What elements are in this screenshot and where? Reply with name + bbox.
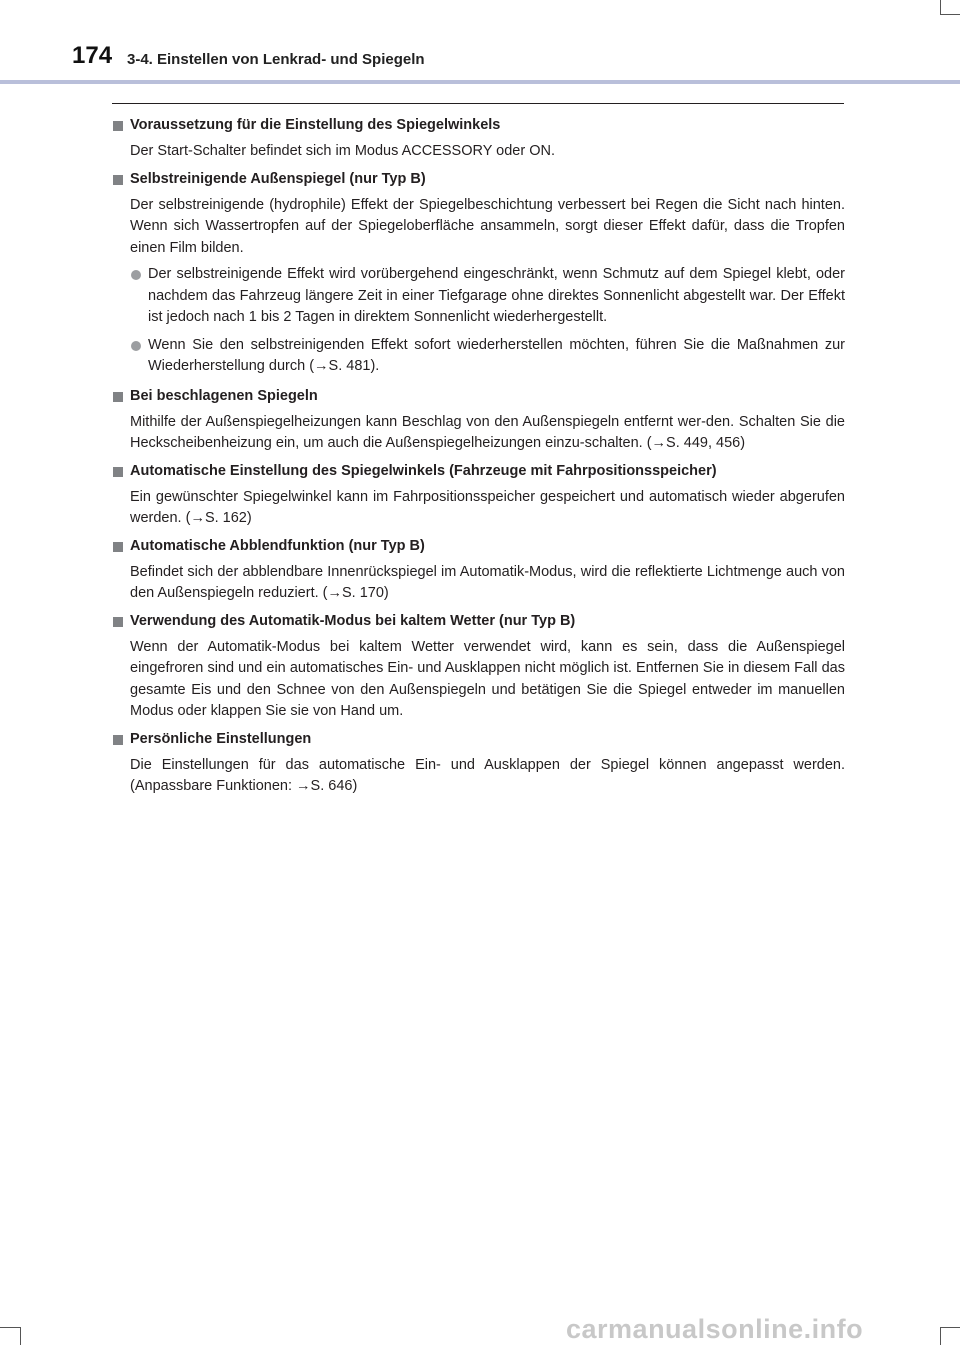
square-bullet-icon (113, 175, 123, 185)
section-body: Mithilfe der Außenspiegelheizungen kann Beschlag von den Außenspiegeln entfernt wer-den. Schalten Sie die Heckscheibenheizung ein, um auch die Außenspiegelheizungen einzu-schalten. (→S. 449, 456) (130, 413, 845, 451)
crop-mark (20, 1327, 21, 1345)
section-voraussetzung (112, 113, 845, 163)
content-divider (112, 103, 844, 104)
square-bullet-icon (113, 121, 123, 131)
crop-mark (940, 1327, 941, 1345)
square-bullet-icon (113, 735, 123, 745)
section-title: Selbstreinigende Außenspiegel (nur Typ B) (112, 167, 845, 192)
crop-mark (940, 1327, 960, 1328)
section-kaltes-wetter (112, 609, 845, 723)
section-body: Der selbstreinigende (hydrophile) Effekt der Spiegelbeschichtung verbessert bei Regen die Sicht nach hinten. Wenn sich Wassertropfen auf der Spiegeloberfläche ansammeln, sorgt dieser Effekt dafür, dass die Tropfen einen Film bilden. (130, 196, 845, 256)
section-title: Bei beschlagenen Spiegeln (112, 384, 845, 409)
round-bullet-icon (131, 270, 141, 280)
crop-mark (0, 1327, 20, 1328)
section-body: Wenn der Automatik-Modus bei kaltem Wetter verwendet wird, kann es sein, dass die Außenspiegel eingefroren sind und ein automatisches Ein- und Ausklappen nicht möglich ist. Entfernen Sie in diesem Fall das gesamte Eis und den Schnee von den Außenspiegeln und betätigen Sie die Spiegel entweder im manuellen Modus oder klappen Sie sie von Hand um. (130, 638, 845, 719)
section-body: Befindet sich der abblendbare Innenrückspiegel im Automatik-Modus, wird die reflektierte Lichtmenge auch von den Außenspiegeln reduziert. (→S. 170) (130, 563, 845, 601)
section-automatische-einstellung (112, 459, 845, 530)
section-title: Voraussetzung für die Einstellung des Spiegelwinkels (112, 113, 845, 138)
section-persoenliche-einstellungen (112, 727, 845, 798)
square-bullet-icon (113, 617, 123, 627)
round-bullet-icon (131, 341, 141, 351)
section-body: Der Start-Schalter befindet sich im Modus ACCESSORY oder ON. (130, 143, 555, 159)
watermark-text: carmanualsonline.info (566, 1314, 864, 1344)
bullet-item: Wenn Sie den selbstreinigenden Effekt sofort wiederherstellen möchten, führen Sie die Maßnahmen zur Wiederherstellung durch (→S. 481). (112, 335, 845, 378)
crop-mark (940, 0, 941, 14)
section-title: Automatische Abblendfunktion (nur Typ B) (112, 534, 845, 559)
page-number: 174 (72, 42, 113, 69)
square-bullet-icon (113, 467, 123, 477)
section-body: Ein gewünschter Spiegelwinkel kann im Fahrpositionsspeicher gespeichert und automatisch wieder abgerufen werden. (→S. 162) (130, 488, 845, 526)
section-abblendfunktion (112, 534, 845, 605)
section-beschlagen (112, 384, 845, 455)
bullet-item: Der selbstreinigende Effekt wird vorübergehend eingeschränkt, wenn Schmutz auf dem Spiegel klebt, oder nachdem das Fahrzeug längere Zeit in einer Tiefgarage ohne direktes Sonnenlicht abgestellt war. Der Effekt ist jedoch nach 1 bis 2 Tagen in direktem Sonnenlicht wiederhergestellt. (112, 264, 845, 329)
section-title: Persönliche Einstellungen (112, 727, 845, 752)
page-content (112, 113, 845, 802)
header-bar (0, 80, 960, 84)
section-title: Automatische Einstellung des Spiegelwinkels (Fahrzeuge mit Fahrpositionsspeicher) (112, 459, 845, 484)
section-selbstreinigend (112, 167, 845, 378)
square-bullet-icon (113, 392, 123, 402)
section-body: Die Einstellungen für das automatische Ein- und Ausklappen der Spiegel können angepasst werden. (Anpassbare Funktionen: →S. 646) (130, 756, 845, 794)
section-title: Verwendung des Automatik-Modus bei kaltem Wetter (nur Typ B) (112, 609, 845, 634)
chapter-title: 3-4. Einstellen von Lenkrad- und Spiegeln (127, 51, 425, 68)
square-bullet-icon (113, 542, 123, 552)
crop-mark (940, 14, 960, 15)
